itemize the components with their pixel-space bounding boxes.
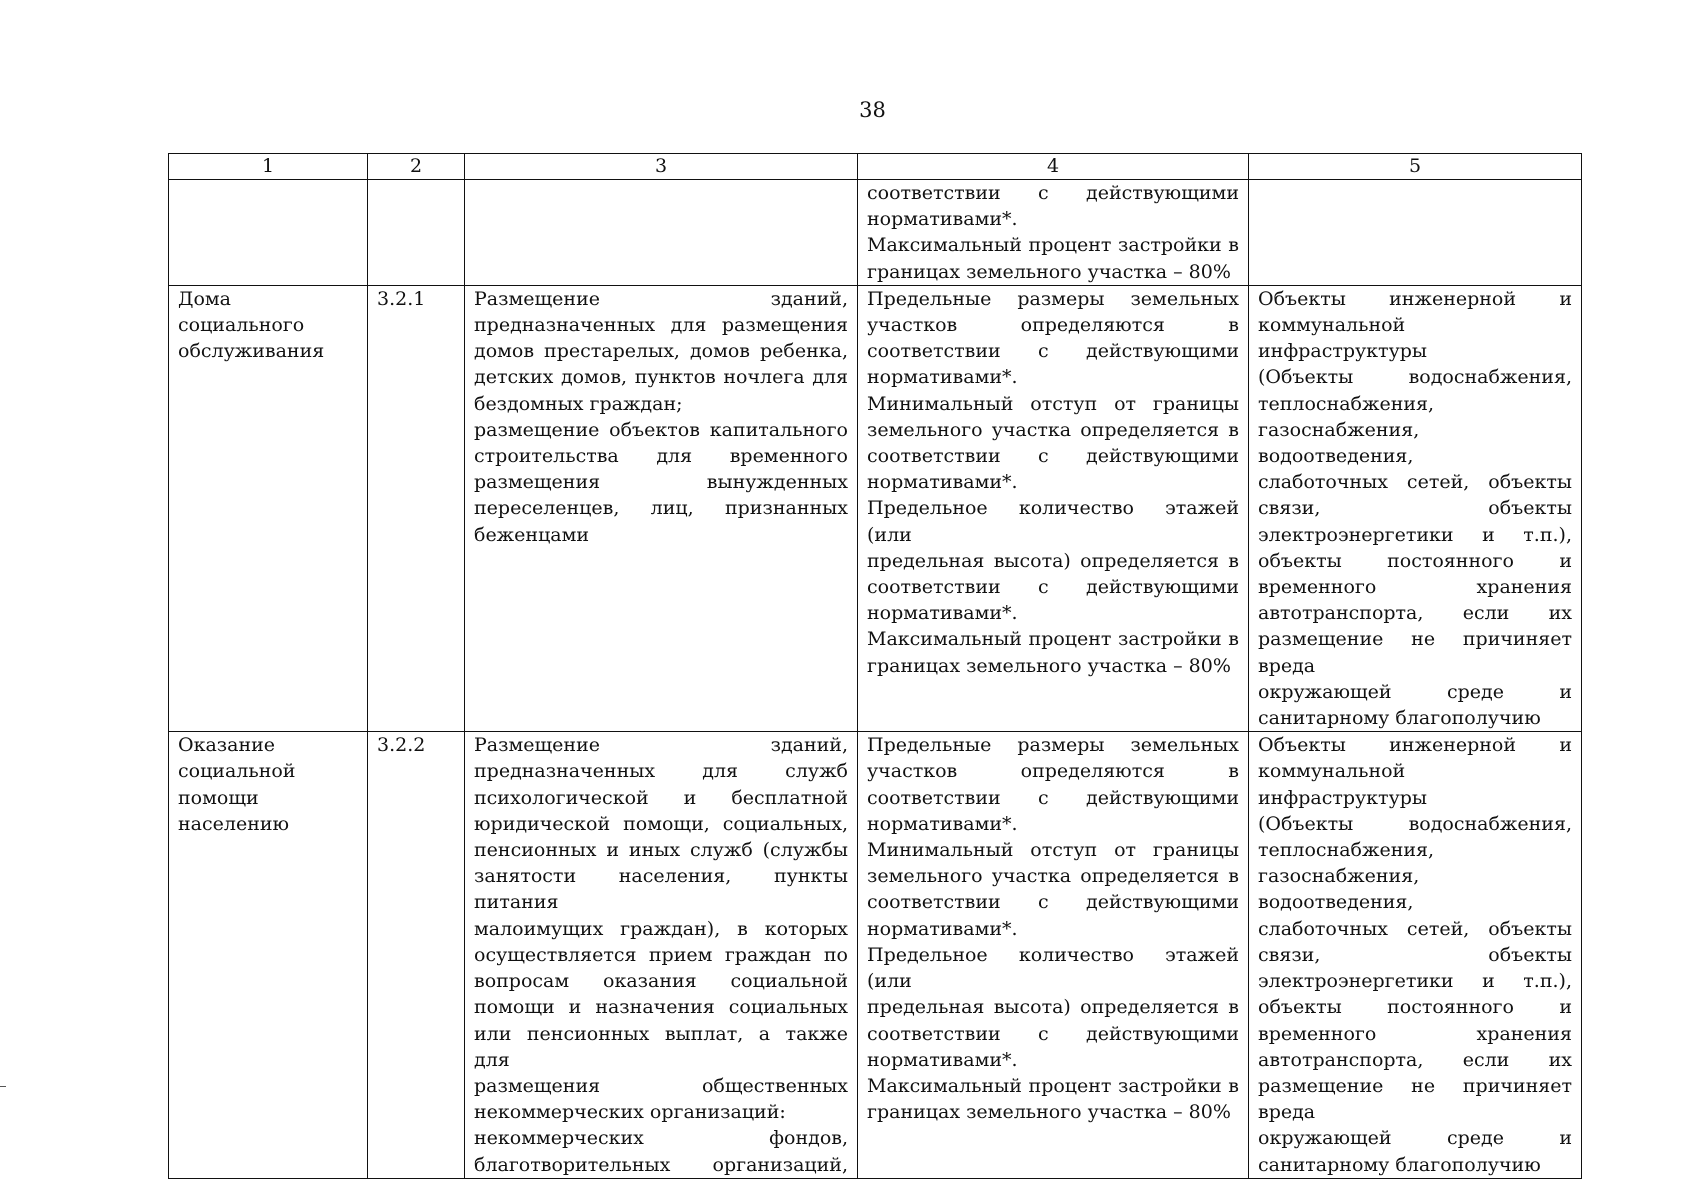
text-line: слаботочных сетей, объекты: [1258, 917, 1572, 940]
text-line: благотворительных организаций,: [474, 1153, 848, 1176]
text-line: Предельное количество этажей (или: [867, 943, 1239, 993]
text-line: Предельные размеры земельных: [867, 734, 1239, 757]
row-name-cell: [169, 285, 368, 731]
text-line: домов престарелых, домов ребенка,: [474, 340, 848, 363]
text-line: слаботочных сетей, объекты: [1258, 471, 1572, 494]
text-line: детских домов, пунктов ночлега для: [474, 366, 848, 389]
text-line: строительства для временного: [474, 445, 848, 468]
text-line: размещения вынужденных: [474, 471, 848, 494]
text-line: беженцами: [474, 523, 590, 546]
text-line: Минимальный отступ от границы: [867, 392, 1239, 415]
header-row: [169, 154, 1582, 180]
text-line: газоснабжения, водоотведения,: [1258, 418, 1420, 468]
text-line: нормативами*.: [867, 602, 1018, 625]
row-auxiliary-cell: [1249, 732, 1582, 1178]
text-line: Максимальный процент застройки в: [867, 628, 1239, 651]
text-line: коммунальной инфраструктуры: [1258, 314, 1428, 363]
header-col-5: 5: [1249, 154, 1582, 180]
text-line: земельного участка определяется в: [867, 418, 1239, 441]
text-line: коммунальной инфраструктуры: [1258, 760, 1428, 809]
text-line: теплоснабжения,: [1258, 392, 1435, 415]
text-line: санитарному благополучию: [1258, 707, 1541, 730]
cont-col-2: [368, 180, 465, 286]
text-line: объекты постоянного и: [1258, 996, 1572, 1019]
text-line: некоммерческих организаций:: [474, 1101, 786, 1124]
text-line: Размещение зданий,: [474, 734, 848, 757]
row-parameters-cell: [858, 285, 1249, 731]
text-line: осуществляется прием граждан по: [474, 943, 848, 966]
text-line: электроэнергетики и т.п.),: [1258, 523, 1572, 546]
text-line: помощи: [178, 786, 259, 809]
text-line: окружающей среде и: [1258, 1127, 1572, 1150]
text-line: участков определяются в: [867, 314, 1239, 337]
cont-col-4: [858, 180, 1249, 286]
table-row: [169, 285, 1582, 731]
text-line: соответствии с действующими: [867, 786, 1239, 809]
text-line: переселенцев, лиц, признанных: [474, 497, 848, 520]
text-line: бездомных граждан;: [474, 392, 683, 415]
cont-col-5: [1249, 180, 1582, 286]
text-line: окружающей среде и: [1258, 680, 1572, 703]
text-line: нормативами*.: [867, 471, 1018, 494]
text-line: Предельные размеры земельных: [867, 287, 1239, 310]
text-line: Размещение зданий,: [474, 287, 848, 310]
row-description-cell: [465, 732, 858, 1178]
text-line: некоммерческих фондов,: [474, 1127, 848, 1150]
text-line: вопросам оказания социальной: [474, 970, 848, 993]
text-line: Объекты инженерной и: [1258, 734, 1572, 757]
text-line: связи, объекты: [1258, 497, 1572, 520]
text-line: временного хранения: [1258, 576, 1572, 599]
scan-edge-mark: [0, 1086, 6, 1087]
text-line: нормативами*.: [867, 208, 1018, 231]
text-line: границах земельного участка – 80%: [867, 1101, 1231, 1124]
text-line: Максимальный процент застройки в: [867, 234, 1239, 257]
text-line: малоимущих граждан), в которых: [474, 917, 848, 940]
text-line: населению: [178, 812, 290, 835]
text-line: газоснабжения, водоотведения,: [1258, 865, 1420, 914]
header-col-1: 1: [169, 154, 368, 180]
text-line: занятости населения, пункты питания: [474, 865, 848, 914]
cont-col-1: [169, 180, 368, 286]
text-line: предельная высота) определяется в: [867, 549, 1239, 572]
text-line: предназначенных для служб: [474, 760, 848, 783]
continuation-row: [169, 180, 1582, 286]
text-line: предназначенных для размещения: [474, 314, 848, 337]
text-line: Предельное количество этажей (или: [867, 497, 1239, 546]
row-code: 3.2.2: [377, 734, 426, 757]
header-col-4: 4: [858, 154, 1249, 180]
text-line: юридической помощи, социальных,: [474, 812, 848, 835]
row-name-cell: [169, 732, 368, 1178]
text-line: размещение не причиняет вреда: [1258, 628, 1572, 677]
text-line: размещение объектов капитального: [474, 418, 848, 441]
page-number: 38: [859, 98, 886, 122]
text-line: санитарному благополучию: [1258, 1153, 1541, 1176]
text-line: или пенсионных выплат, а также для: [474, 1022, 848, 1071]
table-row: [169, 732, 1582, 1178]
text-line: автотранспорта, если их: [1258, 1048, 1572, 1071]
text-line: Дома: [178, 287, 231, 310]
text-line: психологической и бесплатной: [474, 786, 848, 809]
text-line: Максимальный процент застройки в: [867, 1074, 1239, 1097]
text-line: нормативами*.: [867, 917, 1018, 940]
row-auxiliary-cell: [1249, 285, 1582, 731]
text-line: границах земельного участка – 80%: [867, 654, 1231, 677]
text-line: соответствии с действующими: [867, 445, 1239, 468]
text-line: земельного участка определяется в: [867, 865, 1239, 888]
text-line: пенсионных и иных служб (службы: [474, 839, 848, 862]
text-line: участков определяются в: [867, 760, 1239, 783]
text-line: соответствии с действующими: [867, 340, 1239, 363]
text-line: временного хранения: [1258, 1022, 1572, 1045]
text-line: помощи и назначения социальных: [474, 996, 848, 1019]
header-col-3: 3: [465, 154, 858, 180]
text-line: Оказание: [178, 734, 276, 757]
text-line: социальной: [178, 760, 296, 783]
row-parameters-cell: [858, 732, 1249, 1178]
text-line: нормативами*.: [867, 1048, 1018, 1071]
row-description-cell: [465, 285, 858, 731]
cont-col-3: [465, 180, 858, 286]
header-col-2: 2: [368, 154, 465, 180]
text-line: нормативами*.: [867, 812, 1018, 835]
text-line: (Объекты водоснабжения,: [1258, 366, 1572, 389]
text-line: соответствии с действующими: [867, 1022, 1239, 1045]
text-line: соответствии с действующими: [867, 182, 1239, 204]
text-line: (Объекты водоснабжения,: [1258, 812, 1572, 835]
text-line: Объекты инженерной и: [1258, 287, 1572, 310]
row-code-cell: [368, 285, 465, 731]
text-line: размещения общественных: [474, 1074, 848, 1097]
text-line: Минимальный отступ от границы: [867, 839, 1239, 862]
text-line: автотранспорта, если их: [1258, 602, 1572, 625]
row-code-cell: [368, 732, 465, 1178]
text-line: соответствии с действующими: [867, 891, 1239, 914]
text-line: теплоснабжения,: [1258, 839, 1435, 862]
text-line: обслуживания: [178, 340, 325, 363]
text-line: нормативами*.: [867, 366, 1018, 389]
text-line: объекты постоянного и: [1258, 549, 1572, 572]
text-line: размещение не причиняет вреда: [1258, 1074, 1572, 1124]
text-line: границах земельного участка – 80%: [867, 260, 1231, 283]
row-code: 3.2.1: [377, 287, 426, 310]
text-line: соответствии с действующими: [867, 576, 1239, 599]
land-use-table: [168, 153, 1582, 1179]
text-line: связи, объекты: [1258, 943, 1572, 966]
text-line: предельная высота) определяется в: [867, 996, 1239, 1019]
text-line: электроэнергетики и т.п.),: [1258, 970, 1572, 993]
text-line: социального: [178, 314, 305, 337]
